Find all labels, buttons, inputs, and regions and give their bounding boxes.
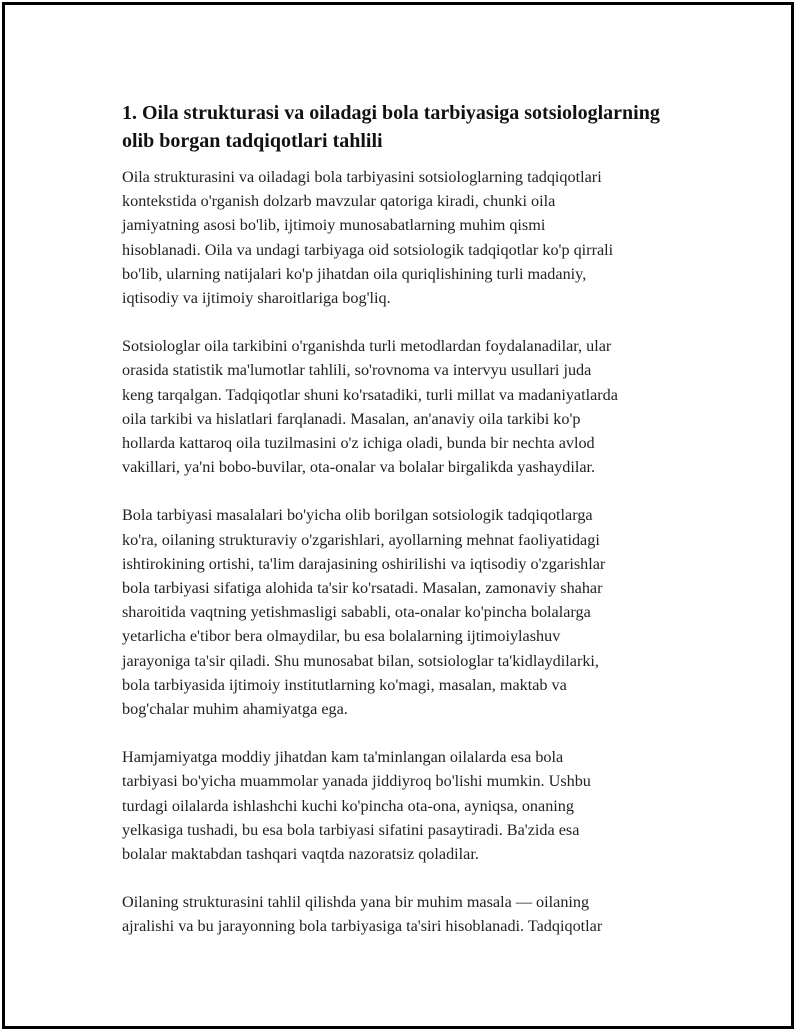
text-line: ajralishi va bu jarayonning bola tarbiyasiga ta'siri hisoblanadi. Tadqiqotlar	[122, 917, 603, 936]
text-line: Bola tarbiyasi masalalari bo'yicha olib borilgan sotsiologik tadqiqotlarga	[122, 506, 593, 525]
text-line: Oila strukturasini va oiladagi bola tarbiyasini sotsiologlarning tadqiqotlari	[122, 168, 602, 186]
text-line: yetarlicha e'tibor bera olmaydilar, bu esa bolalarning ijtimoiylashuv	[122, 627, 561, 646]
paragraph-3	[122, 503, 702, 721]
text-line: bolalar maktabdan tashqari vaqtda nazoratsiz qoladilar.	[122, 845, 479, 864]
text-line: jarayoniga ta'sir qiladi. Shu munosabat bilan, sotsiologlar ta'kidlaydilarki,	[122, 651, 599, 670]
paragraph-4	[122, 745, 702, 866]
text-line: jamiyatning asosi bo'lib, ijtimoiy munosabatlarning muhim qismi	[122, 216, 546, 235]
text-line: keng tarqalgan. Tadqiqotlar shuni ko'rsatadiki, turli millat va madaniyatlarda	[122, 385, 618, 404]
text-line: iqtisodiy va ijtimoiy sharoitlariga bog'liq.	[122, 289, 391, 308]
text-line: Hamjamiyatga moddiy jihatdan kam ta'minlangan oilalarda esa bola	[122, 748, 564, 767]
text-line: Oilaning strukturasini tahlil qilishda yana bir muhim masala — oilaning	[122, 893, 590, 912]
text-line: oila tarkibi va hislatlari farqlanadi. Masalan, an'anaviy oila tarkibi ko'p	[122, 409, 581, 428]
text-line: bog'chalar muhim ahamiyatga ega.	[122, 700, 348, 719]
text-line: hollarda kattaroq oila tuzilmasini o'z ichiga oladi, bunda bir nechta avlod	[122, 434, 595, 453]
title-line: 1. Oila strukturasi va oiladagi bola tarbiyasiga sotsiologlarning	[122, 102, 660, 124]
document-body	[122, 99, 702, 963]
paragraph-1	[122, 165, 702, 310]
text-line: Sotsiologlar oila tarkibini o'rganishda turli metodlardan foydalanadilar, ular	[122, 337, 612, 356]
text-line: bola tarbiyasi sifatiga alohida ta'sir ko'rsatadi. Masalan, zamonaviy shahar	[122, 579, 603, 598]
title-line: olib borgan tadqiqotlari tahlili	[122, 130, 383, 152]
text-line: bola tarbiyasida ijtimoiy institutlarning ko'magi, masalan, maktab va	[122, 675, 567, 694]
document-title	[122, 99, 702, 155]
text-line: vakillari, ya'ni bobo-buvilar, ota-onalar va bolalar birgalikda yashaydilar.	[122, 458, 596, 477]
text-line: kontekstida o'rganish dolzarb mavzular qatoriga kiradi, chunki oila	[122, 192, 556, 211]
text-line: hisoblanadi. Oila va undagi tarbiyaga oid sotsiologik tadqiqotlar ko'p qirrali	[122, 240, 614, 259]
text-line: orasida statistik ma'lumotlar tahlili, so'rovnoma va intervyu usullari juda	[122, 361, 592, 380]
paragraph-2	[122, 334, 702, 479]
paragraph-5	[122, 890, 702, 938]
text-line: sharoitida vaqtning yetishmasligi sababli, ota-onalar ko'pincha bolalarga	[122, 603, 591, 622]
text-line: ko'ra, oilaning strukturaviy o'zgarishlari, ayollarning mehnat faoliyatidagi	[122, 530, 600, 549]
text-line: ishtirokining ortishi, ta'lim darajasining oshirilishi va iqtisodiy o'zgarishlar	[122, 554, 606, 573]
text-line: bo'lib, ularning natijalari ko'p jihatdan oila quriqlishining turli madaniy,	[122, 264, 587, 283]
page-frame	[2, 2, 794, 1029]
text-line: turdagi oilalarda ishlashchi kuchi ko'pincha ota-ona, ayniqsa, onaning	[122, 796, 574, 815]
text-line: tarbiyasi bo'yicha muammolar yanada jiddiyroq bo'lishi mumkin. Ushbu	[122, 772, 591, 791]
text-line: yelkasiga tushadi, bu esa bola tarbiyasi sifatini pasaytiradi. Ba'zida esa	[122, 820, 580, 839]
